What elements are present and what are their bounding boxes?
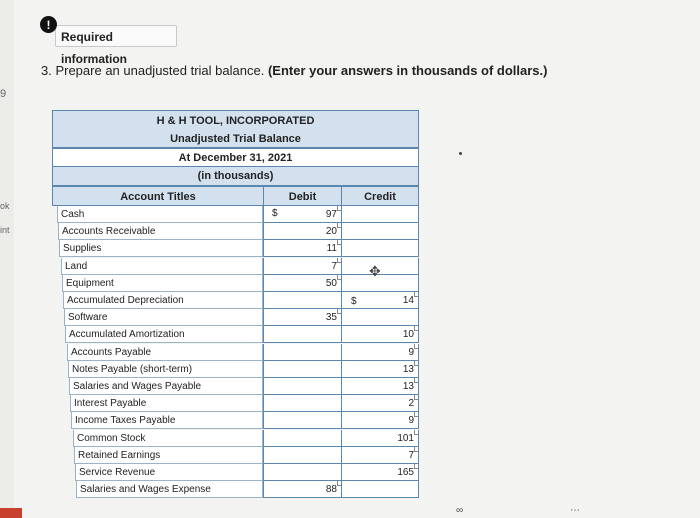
credit-amount-cell[interactable]: 165 (341, 464, 419, 481)
credit-amount-cell[interactable]: 9 (341, 344, 419, 361)
debit-amount-cell[interactable] (263, 292, 342, 309)
debit-amount-cell[interactable] (263, 361, 342, 378)
credit-amount-cell[interactable]: 7 (341, 447, 419, 464)
account-titles-header: Account Titles (52, 186, 264, 206)
credit-amount-cell[interactable]: 9 (341, 412, 419, 429)
input-corner-marker (414, 378, 418, 383)
required-information-tab[interactable] (55, 25, 177, 66)
account-title-cell[interactable]: Accounts Receivable (58, 223, 263, 240)
credit-amount-cell[interactable] (341, 309, 419, 326)
account-title-cell[interactable]: Service Revenue (75, 464, 263, 481)
account-title-cell[interactable]: Retained Earnings (74, 447, 263, 464)
grid-icon[interactable]: ⋯ (570, 505, 580, 516)
input-corner-marker (414, 412, 418, 417)
input-corner-marker (414, 430, 418, 435)
question-instruction (41, 63, 547, 78)
account-title-cell[interactable]: Interest Payable (70, 395, 263, 412)
account-title-cell[interactable]: Accumulated Depreciation (63, 292, 263, 309)
credit-amount-cell[interactable] (341, 206, 419, 223)
input-corner-marker (414, 447, 418, 452)
edge-label-1: 9 (0, 88, 7, 100)
credit-amount-cell[interactable] (341, 481, 419, 498)
debit-amount-cell[interactable] (263, 326, 342, 343)
credit-dollar-sign: $ (351, 296, 357, 307)
debit-amount-cell[interactable]: 20 (263, 223, 342, 240)
input-corner-marker (414, 326, 418, 331)
debit-amount-cell[interactable]: 97 (263, 206, 342, 223)
account-title-cell[interactable]: Salaries and Wages Payable (69, 378, 263, 395)
debit-amount-cell[interactable]: 35 (263, 309, 342, 326)
input-corner-marker (414, 395, 418, 400)
alert-icon: ! (40, 16, 57, 33)
input-corner-marker (414, 292, 418, 297)
account-title-cell[interactable]: Accumulated Amortization (65, 326, 263, 343)
credit-amount-cell[interactable]: 13 (341, 361, 419, 378)
debit-amount-cell[interactable] (263, 344, 342, 361)
account-title-cell[interactable]: Common Stock (73, 430, 263, 447)
debit-amount-cell[interactable]: 7 (263, 258, 342, 275)
account-title-cell[interactable]: Cash (57, 206, 263, 223)
company-name: H & H TOOL, INCORPORATED (156, 115, 315, 127)
input-corner-marker (414, 344, 418, 349)
debit-dollar-sign: $ (272, 208, 278, 219)
credit-amount-cell[interactable]: 14 (341, 292, 419, 309)
debit-header: Debit (263, 186, 342, 206)
account-title-cell[interactable]: Income Taxes Payable (71, 412, 263, 429)
input-corner-marker (414, 361, 418, 366)
account-title-cell[interactable]: Equipment (62, 275, 263, 292)
debit-amount-cell[interactable] (263, 464, 342, 481)
link-icon[interactable]: ∞ (456, 505, 464, 516)
credit-amount-cell[interactable]: 101 (341, 430, 419, 447)
question-note: (Enter your answers in thousands of dollars.) (267, 63, 548, 78)
report-title: Unadjusted Trial Balance (170, 133, 301, 145)
edge-label-3: int (0, 225, 10, 235)
account-title-cell[interactable]: Notes Payable (short-term) (68, 361, 263, 378)
cursor-dot (459, 152, 462, 155)
question-text: 3. Prepare an unadjusted trial balance. (41, 63, 268, 78)
account-title-cell[interactable]: Software (64, 309, 263, 326)
trial-balance-header (52, 110, 419, 148)
debit-amount-cell[interactable] (263, 447, 342, 464)
move-cursor-icon: ✥ (369, 263, 381, 279)
credit-amount-cell[interactable]: 2 (341, 395, 419, 412)
account-title-cell[interactable]: Accounts Payable (67, 344, 263, 361)
debit-amount-cell[interactable] (263, 412, 342, 429)
account-title-cell[interactable]: Supplies (59, 240, 263, 257)
report-units: (in thousands) (52, 167, 419, 186)
report-date: At December 31, 2021 (52, 148, 419, 167)
required-information-label: Required information (61, 30, 127, 66)
debit-amount-cell[interactable] (263, 395, 342, 412)
debit-amount-cell[interactable]: 11 (263, 240, 342, 257)
credit-amount-cell[interactable]: 10 (341, 326, 419, 343)
credit-amount-cell[interactable] (341, 240, 419, 257)
input-corner-marker (414, 464, 418, 469)
debit-amount-cell[interactable]: 50 (263, 275, 342, 292)
credit-header: Credit (341, 186, 419, 206)
debit-amount-cell[interactable] (263, 378, 342, 395)
debit-amount-cell[interactable] (263, 430, 342, 447)
left-panel-edge (0, 0, 14, 518)
edge-red-tab[interactable] (0, 508, 22, 518)
account-title-cell[interactable]: Salaries and Wages Expense (76, 481, 263, 498)
debit-amount-cell[interactable]: 88 (263, 481, 342, 498)
account-title-cell[interactable]: Land (61, 258, 263, 275)
credit-amount-cell[interactable] (341, 223, 419, 240)
edge-label-2: ok (0, 201, 10, 211)
credit-amount-cell[interactable]: 13 (341, 378, 419, 395)
